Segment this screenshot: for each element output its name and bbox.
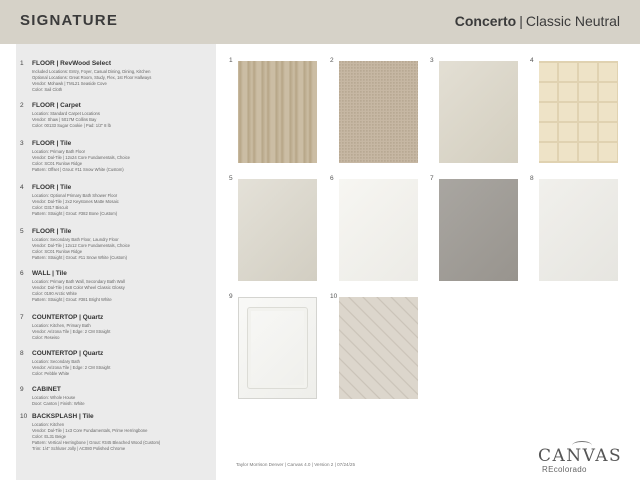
- spec-detail-line: Optional Locations: Great Room, Study, Flex, 1st Floor Hallways: [32, 75, 152, 81]
- spec-title: WALL | Tile: [32, 270, 67, 277]
- logo-arc-icon: [572, 441, 592, 450]
- collection-name: Concerto: [454, 13, 517, 29]
- spec-detail-line: Door: Canton | Finish: White: [32, 401, 85, 407]
- spec-detail-line: Vendor: Mohawk | TML21 Seaside Cove: [32, 81, 107, 87]
- spec-title: FLOOR | RevWood Select: [32, 60, 111, 67]
- spec-detail-line: Color: SC01 Runlow Ridge: [32, 161, 83, 167]
- footer-note: Taylor Morrison Denver | Canvas 4.0 | Version 2 | 07/24/25: [236, 462, 355, 467]
- spec-title: FLOOR | Carpet: [32, 102, 81, 109]
- cabinet-door-panel: [247, 307, 308, 389]
- spec-detail-line: Color: Sail Cloth: [32, 87, 63, 93]
- spec-title: CABINET: [32, 386, 61, 393]
- swatch-number: 4: [530, 57, 534, 64]
- spec-detail-line: Vendor: Dal-Tile | 1x3 Core Fundamentals, Prime Herringbone: [32, 428, 148, 434]
- spec-details: [32, 323, 110, 341]
- spec-details: [32, 395, 85, 407]
- spec-details: [32, 69, 151, 93]
- swatch-number: 2: [330, 57, 334, 64]
- spec-detail-line: Location: Primary Bath Floor: [32, 149, 86, 154]
- spec-detail-line: Color: SC01 Runlow Ridge: [32, 249, 83, 255]
- spec-detail-line: Trim: 1/4" Schluter Jolly | AC080 Polished Chrome: [32, 446, 126, 452]
- spec-detail-line: Pattern: Straight | Grout: #381 Bright White: [32, 297, 112, 303]
- spec-details: [32, 237, 130, 261]
- spec-title: FLOOR | Tile: [32, 228, 72, 235]
- spec-title: BACKSPLASH | Tile: [32, 413, 94, 420]
- spec-title: FLOOR | Tile: [32, 184, 72, 191]
- swatch-number: 10: [330, 293, 338, 300]
- spec-detail-line: Location: Standard Carpet Locations: [32, 111, 100, 116]
- spec-detail-line: Pattern: Vertical Herringbone | Grout: #345 Bleached Wood (Custom): [32, 440, 161, 446]
- cabinet-door-swatch: [238, 297, 317, 399]
- logo-word: CANVAS: [538, 446, 623, 466]
- spec-detail-line: Vendor: Dal-Tile | 12x12 Core Fundamentals, Choice: [32, 243, 130, 249]
- spec-detail-line: Location: Secondary Bath: [32, 359, 80, 364]
- canvas-logo: [538, 447, 622, 474]
- spec-detail-line: Pattern: Straight | Grout: #382 Bone (Custom): [32, 211, 118, 217]
- spec-detail-line: Color: 00133 Sugar Cookie | Pad: 1/2" 8 lb: [32, 123, 111, 129]
- spec-detail-line: Color: Pebble White: [32, 371, 70, 377]
- spec-title: COUNTERTOP | Quartz: [32, 314, 104, 321]
- spec-detail-line: Location: Kitchen: [32, 422, 65, 427]
- spec-detail-line: Pattern: Offset | Grout: #11 Snow White (Custom): [32, 167, 124, 173]
- spec-detail-line: Color: Reseiso: [32, 335, 60, 341]
- spec-detail-line: Vendor: Arizona Tile | Edge: 2 CM Straight: [32, 329, 111, 335]
- logo-watermark: REcolorado: [542, 465, 587, 474]
- swatch-number: 1: [229, 57, 233, 64]
- spec-number: 8: [20, 350, 24, 357]
- brand-title: SIGNATURE: [20, 12, 119, 29]
- spec-number: 7: [20, 314, 24, 321]
- swatch-number: 5: [229, 175, 233, 182]
- spec-detail-line: Location: Optional Primary Bath Shower Floor: [32, 193, 118, 198]
- spec-number: 10: [20, 413, 28, 420]
- spec-detail-line: Vendor: Dal-Tile | 2x2 Keystones Matte Mosaic: [32, 199, 119, 205]
- spec-detail-line: Color: 0190 Arctic White: [32, 291, 77, 297]
- spec-detail-line: Vendor: Dal-Tile | 6x8 Color Wheel Classic Glossy: [32, 285, 125, 291]
- spec-detail-line: Location: Primary Bath Wall, Secondary Bath Wall: [32, 279, 125, 284]
- spec-detail-line: Color: D317 Biscuit: [32, 205, 68, 211]
- spec-title: FLOOR | Tile: [32, 140, 72, 147]
- primary-bath-floor-tile-swatch: [439, 61, 518, 163]
- revwood-floor-swatch: [238, 61, 317, 163]
- collection-title: [455, 13, 620, 29]
- mosaic-tile-swatch: [539, 61, 618, 163]
- spec-details: [32, 359, 110, 377]
- spec-details: [32, 111, 111, 129]
- swatch-number: 7: [430, 175, 434, 182]
- collection-style: Classic Neutral: [525, 13, 620, 29]
- spec-detail-line: Location: Whole House: [32, 395, 76, 400]
- spec-detail-line: Vendor: Dal-Tile | 12x24 Core Fundamentals, Choice: [32, 155, 130, 161]
- spec-details: [32, 422, 160, 452]
- spec-detail-line: Location: Secondary Bath Floor, Laundry Floor: [32, 237, 119, 242]
- spec-detail-line: Vendor: Arizona Tile | Edge: 2 CM Straight: [32, 365, 111, 371]
- quartz-secondary-bath-swatch: [539, 179, 618, 281]
- carpet-swatch: [339, 61, 418, 163]
- wall-tile-swatch: [339, 179, 418, 281]
- spec-details: [32, 279, 125, 303]
- header-bar: [0, 0, 640, 44]
- secondary-bath-floor-tile-swatch: [238, 179, 317, 281]
- swatch-number: 8: [530, 175, 534, 182]
- spec-number: 9: [20, 386, 24, 393]
- spec-number: 5: [20, 228, 24, 235]
- spec-details: [32, 193, 119, 217]
- spec-number: 6: [20, 270, 24, 277]
- spec-detail-line: Vendor: Shaw | 5017M Collins Bay: [32, 117, 97, 123]
- spec-detail-line: Included Locations: Entry, Foyer, Casual Dining, Dining, Kitchen: [32, 69, 151, 74]
- swatch-number: 9: [229, 293, 233, 300]
- swatch-number: 3: [430, 57, 434, 64]
- herringbone-backsplash-swatch: [339, 297, 418, 399]
- spec-detail-line: Color: EL31 Beige: [32, 434, 66, 440]
- swatch-number: 6: [330, 175, 334, 182]
- spec-number: 4: [20, 184, 24, 191]
- spec-number: 2: [20, 102, 24, 109]
- quartz-kitchen-swatch: [439, 179, 518, 281]
- spec-detail-line: Pattern: Straight | Grout: #11 Snow White (Custom): [32, 255, 128, 261]
- collection-separator: |: [519, 13, 523, 29]
- spec-number: 1: [20, 60, 24, 67]
- spec-details: [32, 149, 130, 173]
- spec-detail-line: Location: Kitchen, Primary Bath: [32, 323, 91, 328]
- spec-title: COUNTERTOP | Quartz: [32, 350, 104, 357]
- spec-number: 3: [20, 140, 24, 147]
